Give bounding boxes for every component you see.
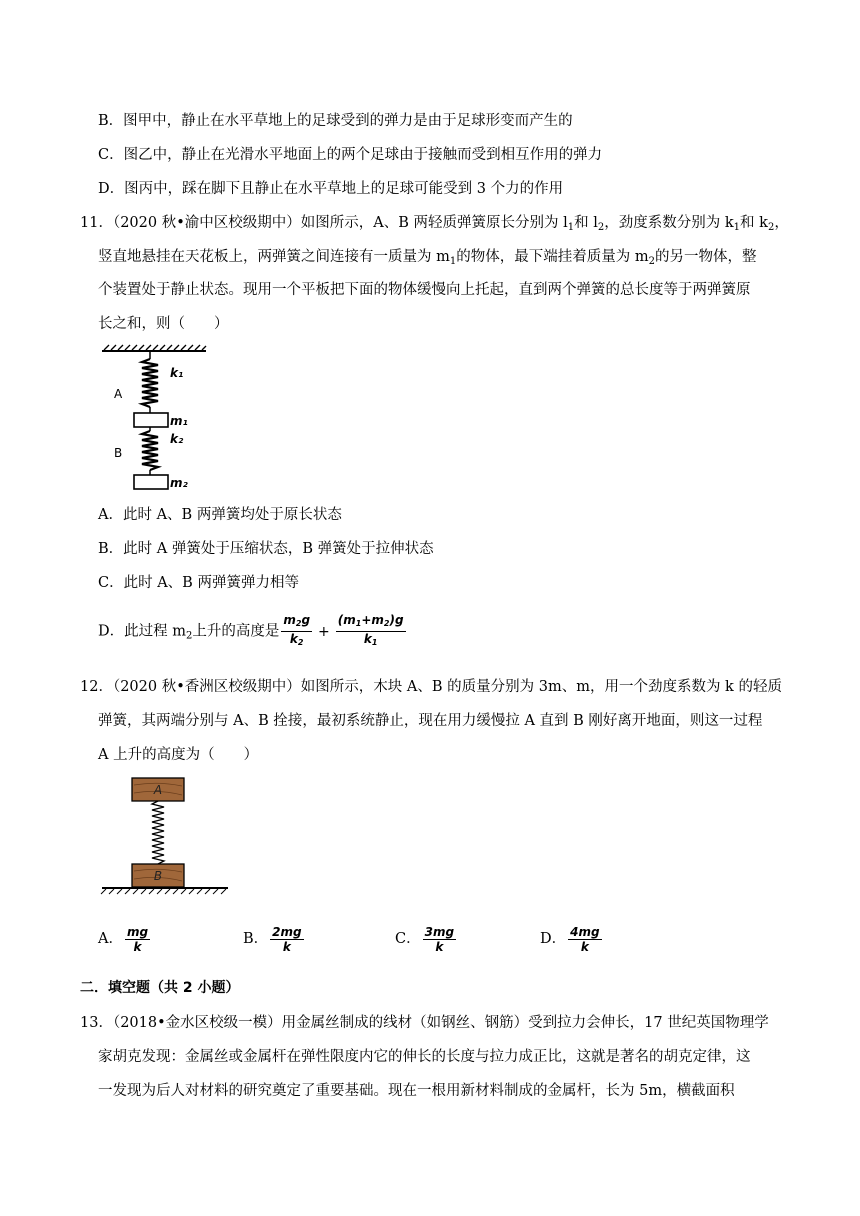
q11-option-b: B．此时 A 弹簧处于压缩状态，B 弹簧处于拉伸状态 — [98, 541, 434, 557]
q11-fraction-1: $\frac{m_2g}{k_2}$ — [283, 613, 311, 647]
q11-label-a: A — [114, 387, 123, 401]
q12-block-a-label: A — [153, 783, 163, 797]
q13-stem-line3: 一发现为后人对材料的研究奠定了重要基础。现在一根用新材料制成的金属杆，长为 5m，横截面积 — [98, 1083, 735, 1099]
q11-option-d: D．此过程 $m_2$上升的高度是 $\frac{m_2g}{k_2}$ + $\frac{(m_1+m_2)g}{k_1}$ — [98, 613, 408, 655]
q12-option-b: B． $\frac{2mg}{k}$ — [243, 924, 302, 954]
q12-stem-line3: A 上升的高度为（ ） — [98, 747, 259, 763]
q11-option-c: C．此时 A、B 两弹簧弹力相等 — [98, 575, 299, 591]
q13-stem-line1: 13．（2018•金水区校级一模）用金属丝制成的线材（如钢丝、钢筋）受到拉力会伸长，17 世纪英国物理学 — [80, 1015, 769, 1031]
q11-fraction-2: $\frac{(m_1+m_2)g}{k_1}$ — [337, 613, 404, 647]
q11-number: 11． — [80, 215, 113, 231]
q11-option-a: A．此时 A、B 两弹簧均处于原长状态 — [98, 507, 342, 523]
q11-stem-line3: 个装置处于静止状态。现用一个平板把下面的物体缓慢向上托起，直到两个弹簧的总长度等于两弹簧原 — [98, 282, 751, 298]
q13-number: 13． — [80, 1015, 113, 1031]
q11-label-m1: m₁ — [170, 414, 188, 428]
q12-stem-line1: 12．（2020 秋•香洲区校级期中）如图所示，木块 A、B 的质量分别为 3m、m，用一个劲度系数为 k 的轻质 — [80, 679, 782, 695]
q11-source: （2020 秋•渝中区校级期中） — [112, 215, 301, 231]
q12-option-c: C． $\frac{3mg}{k}$ — [395, 924, 455, 954]
q12-block-figure — [100, 776, 230, 896]
q10-option-c: C．图乙中，静止在光滑水平地面上的两个足球由于接触而受到相互作用的弹力 — [98, 147, 603, 163]
section-2-title: 二．填空题（共 2 小题） — [80, 980, 240, 996]
q12-source: （2020 秋•香洲区校级期中） — [112, 679, 301, 695]
q11-stem-line1: 11．（2020 秋•渝中区校级期中）如图所示，A、B 两轻质弹簧原长分别为 $l_1$和 $l_2$，劲度系数分别为 $k_1$和 $k_2$， — [80, 215, 789, 233]
q12-stem-line2: 弹簧，其两端分别与 A、B 拴接，最初系统静止，现在用力缓慢拉 A 直到 B 刚好离开地面，则这一过程 — [98, 713, 763, 729]
q12-option-d: D． $\frac{4mg}{k}$ — [540, 924, 600, 954]
q11-label-k1: k₁ — [170, 366, 184, 380]
q11-stem-line4: 长之和，则（ ） — [98, 316, 229, 332]
q11-stem-line2: 竖直地悬挂在天花板上，两弹簧之间连接有一质量为 $m_1$的物体，最下端挂着质量为 $m_2$的另一物体，整 — [98, 249, 757, 267]
q11-label-b: B — [114, 446, 123, 460]
q10-option-d: D．图丙中，踩在脚下且静止在水平草地上的足球可能受到 3 个力的作用 — [98, 181, 564, 197]
q10-option-b: B．图甲中，静止在水平草地上的足球受到的弹力是由于足球形变而产生的 — [98, 113, 573, 129]
q12-option-a: A． $\frac{mg}{k}$ — [98, 924, 149, 954]
q11-label-m2: m₂ — [170, 476, 188, 490]
q13-source: （2018•金水区校级一模） — [112, 1015, 282, 1031]
q12-block-b-label: B — [153, 869, 163, 883]
q13-stem-line2: 家胡克发现：金属丝或金属杆在弹性限度内它的伸长的长度与拉力成正比，这就是著名的胡克定律，这 — [98, 1049, 751, 1065]
q11-label-k2: k₂ — [170, 432, 184, 446]
q12-number: 12． — [80, 679, 113, 695]
q11-spring-figure — [98, 343, 208, 495]
